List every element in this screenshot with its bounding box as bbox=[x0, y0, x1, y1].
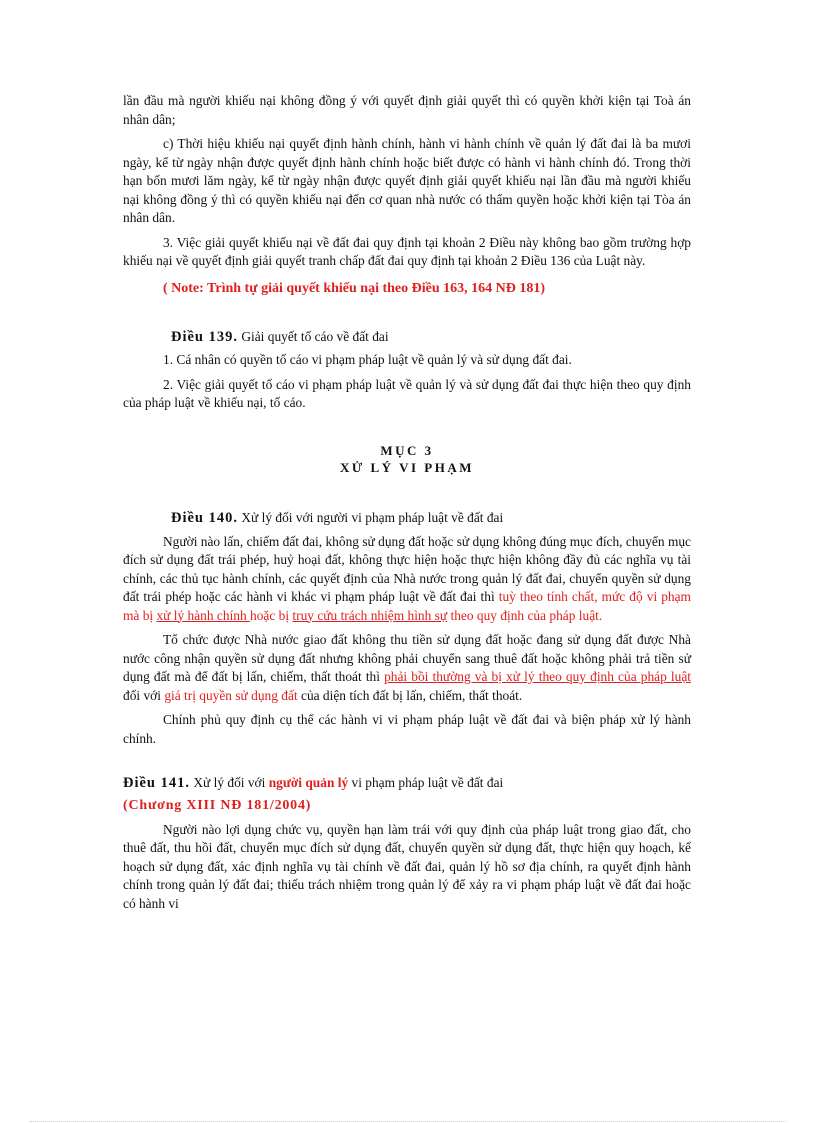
paragraph-clause-3: 3. Việc giải quyết khiếu nại về đất đai quy định tại khoản 2 Điều này không bao gồm trường hợp khiếu nại về quyết định giải quyết tranh chấp đất đai quy định tại khoản 2 Điều 136 của Luật này. bbox=[123, 234, 691, 268]
article-141-number: Điều 141. bbox=[123, 775, 190, 791]
text-run: Tổ chức được Nhà nước giao đất không thu tiền sử dụng đất hoặc đang sử dụng đất được Nhà nước công nhận quyền sử dụng đất nhưng không phải chuyển sang thuê đất hoặc không phải trả tiền sử dụng đất mà để đất bị lấn, chiếm, thất thoát thì bbox=[123, 632, 691, 684]
section-label: MỤC 3 bbox=[380, 442, 434, 458]
article-139-title: Giải quyết tố cáo về đất đai bbox=[238, 329, 389, 344]
article-140-heading bbox=[123, 509, 691, 527]
page-bottom-divider bbox=[30, 1121, 786, 1122]
chapter-reference: (Chương XIII NĐ 181/2004) bbox=[123, 798, 312, 813]
article-140-paragraph-3: Chính phủ quy định cụ thể các hành vi vi phạm pháp luật về đất đai và biện pháp xử lý hành chính. bbox=[123, 712, 691, 746]
article-139-number: Điều 139. bbox=[171, 329, 238, 345]
article-141-title: Xử lý đối với bbox=[190, 775, 269, 790]
highlight-run: hoặc bị bbox=[250, 607, 293, 623]
highlight-underline-run: truy cứu trách nhiệm hình sự bbox=[292, 607, 448, 623]
article-140-paragraph-1 bbox=[123, 533, 691, 626]
article-141-paragraph-1: Người nào lợi dụng chức vụ, quyền hạn làm trái với quy định của pháp luật trong giao đất, cho thuê đất, thu hồi đất, chuyển mục đích sử dụng đất, chuyển quyền sử dụng đất, thực hiện quy hoạch, kế hoạch sử dụng đất, xác định nghĩa vụ tài chính về đất đai, quản lý hồ sơ địa chính, ra quyết định hành chính trong quản lý đất đai; thiếu trách nhiệm trong quản lý để xảy ra vi phạm pháp luật về đất đai hoặc có hành vi bbox=[123, 821, 691, 911]
highlight-underline-run: phải bồi thường và bị xử lý theo quy định của pháp luật bbox=[384, 669, 692, 684]
document-page bbox=[123, 92, 691, 913]
text-run: Người nào lấn, chiếm đất đai, không sử dụng đất hoặc sử dụng không đúng mục đích, chuyển mục đích sử dụng đất trái phép, huỷ hoại đất, không thực hiện hoặc thực hiện không đầy đủ các nghĩa vụ tài chính, các thủ tục hành chính, các quyết định của Nhà nước trong quản lý đất đai, chuyển quyền sử dụng đất trái phép hoặc các hành vi khác vi phạm pháp luật về đất đai thì bbox=[123, 533, 691, 604]
paragraph-thoi-hieu: c) Thời hiệu khiếu nại quyết định hành chính, hành vi hành chính về quản lý đất đai là ba mươi ngày, kể từ ngày nhận được quyết định hành chính hoặc biết được có hành vi hành chính đó. Trong thời hạn bốn mươi lăm ngày, kể từ ngày nhận được quyết định giải quyết khiếu nại lần đầu mà người khiếu nại không đồng ý thì có quyền khiếu nại đến cơ quan nhà nước có thẩm quyền hoặc khởi kiện tại Tòa án nhân dân. bbox=[123, 136, 691, 225]
article-139-clause-2: 2. Việc giải quyết tố cáo vi phạm pháp luật về quản lý và sử dụng đất đai thực hiện theo quy định của pháp luật về khiếu nại, tố cáo. bbox=[123, 376, 691, 410]
article-139-clause-1: 1. Cá nhân có quyền tố cáo vi phạm pháp luật về quản lý và sử dụng đất đai. bbox=[163, 352, 572, 367]
text-run: đối với bbox=[123, 687, 165, 703]
highlight-run: tuỳ theo tính chất, mức độ vi phạm mà bị bbox=[123, 589, 691, 623]
highlight-run: theo quy định của pháp luật. bbox=[447, 607, 603, 623]
article-139-heading bbox=[123, 328, 691, 346]
section-title: XỬ LÝ VI PHẠM bbox=[340, 459, 474, 475]
note-red: ( Note: Trình tự giải quyết khiếu nại theo Điều 163, 164 NĐ 181) bbox=[163, 280, 546, 296]
section-heading bbox=[123, 442, 691, 476]
highlight-run: giá trị quyền sử dụng đất bbox=[164, 687, 298, 703]
highlight-underline-run: xử lý hành chính bbox=[156, 607, 251, 623]
article-140-number: Điều 140. bbox=[171, 509, 238, 526]
text-run: của diện tích đất bị lấn, chiếm, thất thoát. bbox=[297, 687, 523, 703]
paragraph-khieu-nai-continued: lần đầu mà người khiếu nại không đồng ý với quyết định giải quyết thì có quyền khởi kiện tại Toà án nhân dân; bbox=[123, 93, 691, 127]
article-141-heading bbox=[123, 774, 691, 792]
article-141-title-highlight: người quản lý bbox=[268, 775, 349, 790]
article-140-paragraph-2 bbox=[123, 631, 691, 705]
article-140-title: Xử lý đối với người vi phạm pháp luật về đất đai bbox=[238, 509, 504, 525]
article-141-title-end: vi phạm pháp luật về đất đai bbox=[348, 775, 504, 790]
